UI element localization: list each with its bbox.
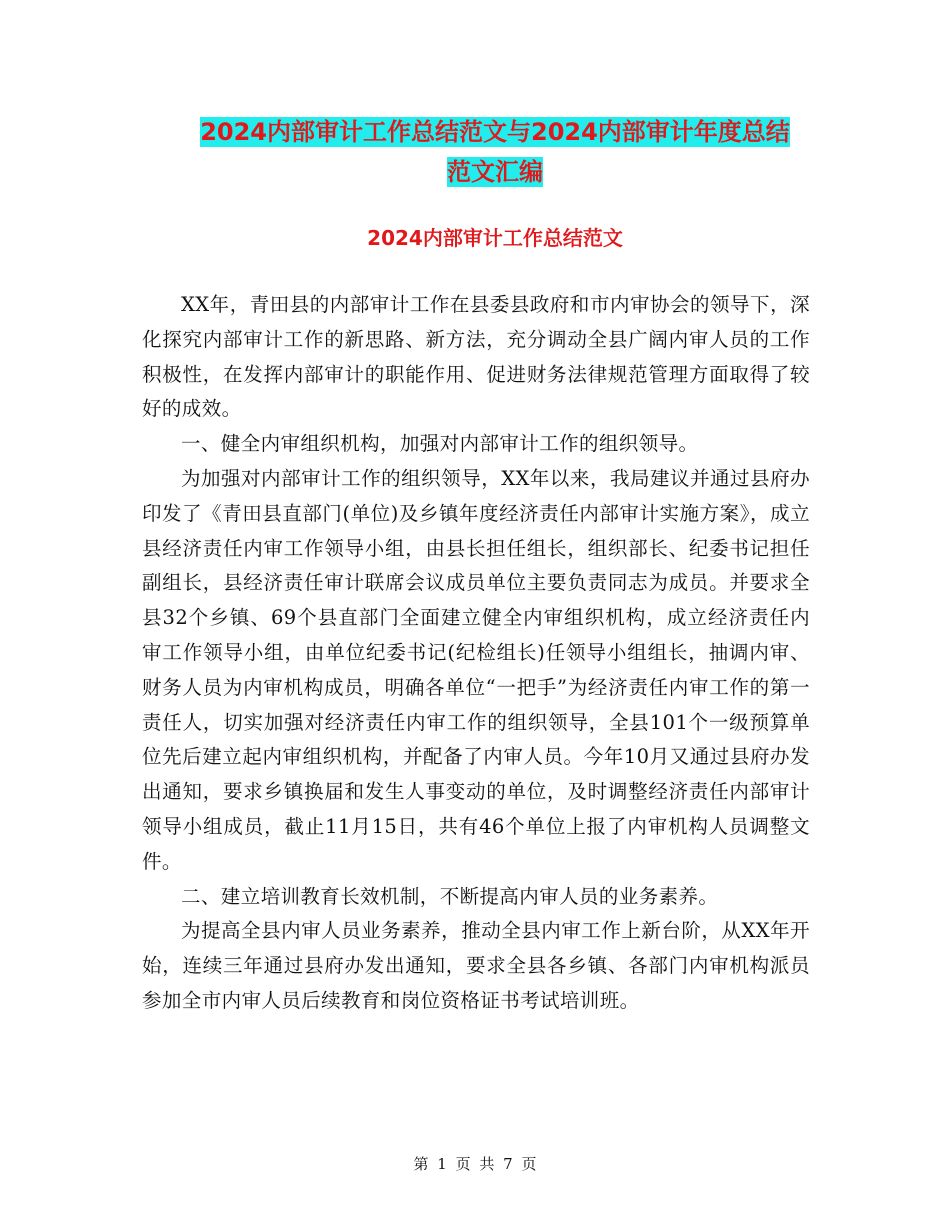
document-title-line2: 范文汇编 [447, 158, 543, 186]
heading-section-one: 一、健全内审组织机构，加强对内部审计工作的组织领导。 [181, 432, 699, 456]
document-title [140, 112, 850, 192]
paragraph-section-two: 为提高全县内审人员业务素养，推动全县内审工作上新台阶，从XX年开始，连续三年通过县府办发出通知，要求全县各乡镇、各部门内审机构派员参加全市内审人员后续教育和岗位资格证书考试培训班。 [142, 919, 810, 1012]
paragraph-section-one: 为加强对内部审计工作的组织领导，XX年以来，我局建议并通过县府办印发了《青田县直部门(单位)及乡镇年度经济责任内部审计实施方案》，成立县经济责任内审工作领导小组，由县长担任组长，组织部长、纪委书记担任副组长，县经济责任审计联席会议成员单位主要负责同志为成员。并要求全县32个乡镇、69个县直部门全面建立健全内审组织机构，成立经济责任内审工作领导小组，由单位纪委书记(纪检组长)任领导小组组长，抽调内审、财务人员为内审机构成员，明确各单位“一把手”为经济责任内审工作的第一责任人，切实加强对经济责任内审工作的组织领导，全县101个一级预算单位先后建立起内审组织机构，并配备了内审人员。今年10月又通过县府办发出通知，要求乡镇换届和发生人事变动的单位，及时调整经济责任内部审计领导小组成员，截止11月15日，共有46个单位上报了内审机构人员调整文件。 [142, 466, 810, 873]
section-title: 2024内部审计工作总结范文 [367, 226, 623, 250]
document-body [142, 288, 810, 1019]
heading-section-two: 二、建立培训教育长效机制，不断提高内审人员的业务素养。 [181, 884, 719, 908]
document-title-line1: 2024内部审计工作总结范文与2024内部审计年度总结 [200, 118, 790, 146]
page-footer: 第 1 页 共 7 页 [413, 1155, 537, 1173]
paragraph-intro: XX年，青田县的内部审计工作在县委县政府和市内审协会的领导下，深化探究内部审计工作的新思路、新方法，充分调动全县广阔内审人员的工作积极性，在发挥内部审计的职能作用、促进财务法律规范管理方面取得了较好的成效。 [142, 293, 810, 421]
